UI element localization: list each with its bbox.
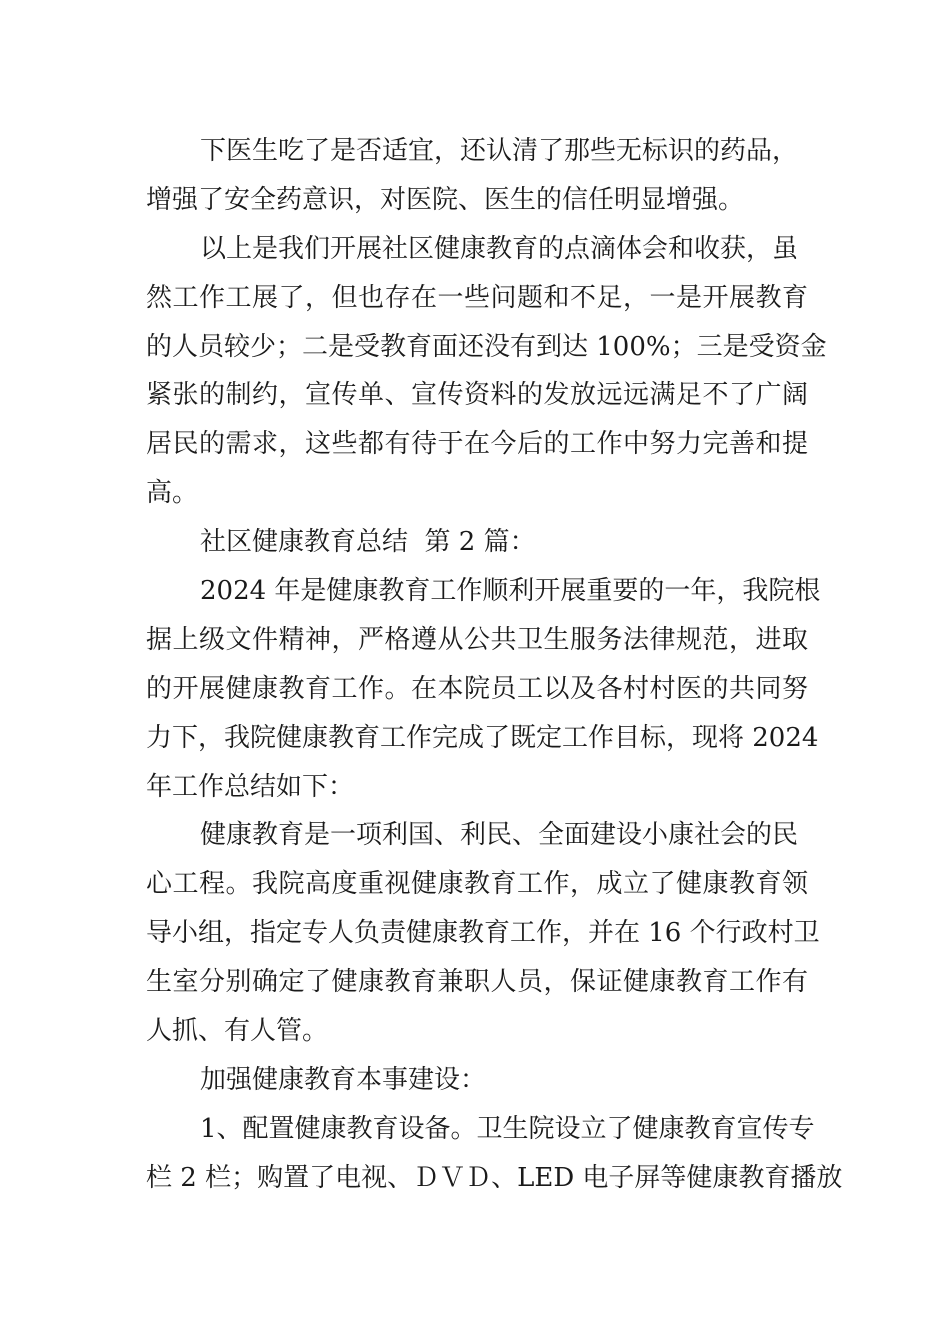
text-line-12: 的开展健康教育工作。在本院员工以及各村村医的共同努 (146, 673, 808, 704)
text-line-6: 紧张的制约，宣传单、宣传资料的发放远远满足不了广阔 (146, 380, 808, 411)
text-line-17: 导小组，指定专人负责健康教育工作，并在 16 个行政村卫 (146, 918, 820, 949)
text-line-5: 的人员较少；二是受教育面还没有到达 100%；三是受资金 (146, 331, 827, 362)
text-line-10: 2024 年是健康教育工作顺利开展重要的一年，我院根 (200, 576, 821, 607)
text-line-19: 人抓、有人管。 (146, 1016, 329, 1047)
text-line-13: 力下，我院健康教育工作完成了既定工作目标，现将 2024 (146, 722, 819, 753)
text-line-4: 然工作工展了，但也存在一些问题和不足，一是开展教育 (146, 282, 808, 313)
text-line-16: 心工程。我院高度重视健康教育工作，成立了健康教育领 (146, 869, 808, 900)
subsection-heading: 加强健康教育本事建设： (200, 1064, 487, 1095)
text-line-15: 健康教育是一项利国、利民、全面建设小康社会的民 (200, 820, 799, 851)
text-line-8: 高。 (146, 478, 199, 509)
text-line-22: 栏 2 栏；购置了电视、ＤＶＤ、LED 电子屏等健康教育播放 (146, 1162, 843, 1193)
text-line-1: 下医生吃了是否适宜，还认清了那些无标识的药品， (200, 136, 799, 166)
text-line-18: 生室分别确定了健康教育兼职人员，保证健康教育工作有 (146, 967, 808, 998)
text-line-2: 增强了安全药意识，对医院、医生的信任明显增强。 (146, 184, 745, 215)
text-line-7: 居民的需求，这些都有待于在今后的工作中努力完善和提 (146, 429, 808, 460)
section-heading: 社区健康教育总结 第 2 篇： (200, 527, 536, 558)
text-line-14: 年工作总结如下： (146, 771, 355, 802)
document-body (146, 127, 843, 1203)
text-line-3: 以上是我们开展社区健康教育的点滴体会和收获，虽 (200, 233, 799, 264)
text-line-21: 1、配置健康教育设备。卫生院设立了健康教育宣传专 (200, 1113, 815, 1144)
text-line-11: 据上级文件精神，严格遵从公共卫生服务法律规范，进取 (146, 624, 808, 655)
